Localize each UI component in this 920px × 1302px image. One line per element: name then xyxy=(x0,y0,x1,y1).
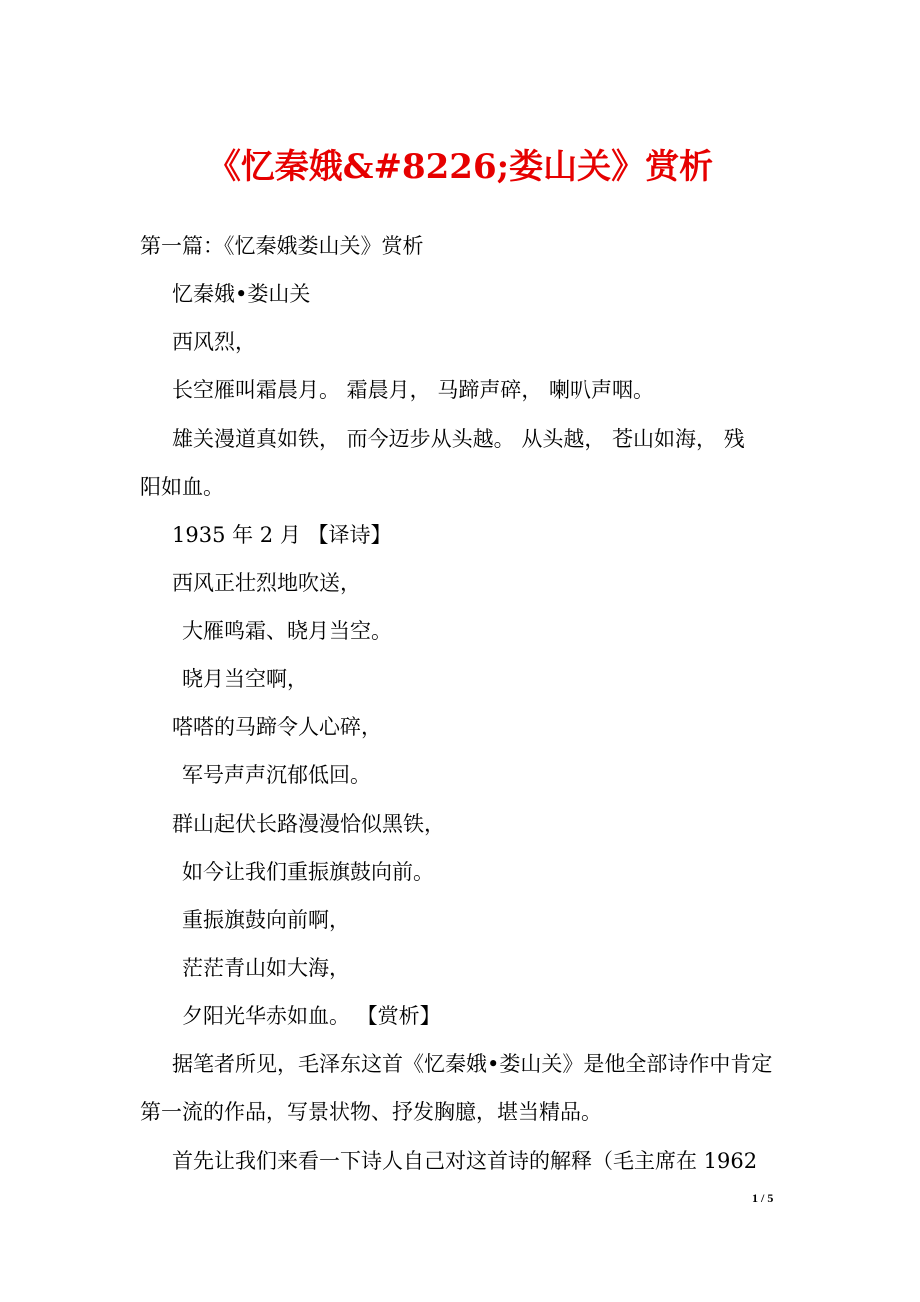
translation-line: 茫茫青山如大海， xyxy=(182,956,350,980)
date-and-label: 1935 年 2 月 【译诗】 xyxy=(172,523,392,547)
analysis-paragraph-line: 据笔者所见，毛泽东这首《忆秦娥•娄山关》是他全部诗作中肯定 xyxy=(172,1052,773,1076)
translation-line: 晓月当空啊， xyxy=(182,667,308,691)
poem-line: 雄关漫道真如铁， 而今迈步从头越。 从头越， 苍山如海， 残 xyxy=(172,427,745,451)
analysis-paragraph-line: 第一流的作品，写景状物、抒发胸臆，堪当精品。 xyxy=(140,1100,602,1124)
poem-line: 长空雁叫霜晨月。 霜晨月， 马蹄声碎， 喇叭声咽。 xyxy=(172,378,655,402)
poem-line: 阳如血。 xyxy=(140,475,224,499)
page-indicator: 1 / 5 xyxy=(752,1191,774,1205)
analysis-paragraph-line: 首先让我们来看一下诗人自己对这首诗的解释（毛主席在 1962 xyxy=(172,1149,758,1173)
poem-line: 西风烈， xyxy=(172,330,256,354)
translation-line: 如今让我们重振旗鼓向前。 xyxy=(182,860,434,884)
translation-line: 军号声声沉郁低回。 xyxy=(182,763,371,787)
translation-line: 大雁鸣霜、晓月当空。 xyxy=(182,619,392,643)
document-title: 《忆秦娥&#8226;娄山关》赏析 xyxy=(206,147,714,187)
translation-line: 西风正壮烈地吹送， xyxy=(172,571,361,595)
translation-line: 夕阳光华赤如血。 【赏析】 xyxy=(182,1004,441,1028)
poem-title: 忆秦娥•娄山关 xyxy=(172,282,311,306)
section-heading: 第一篇：《忆秦娥娄山关》赏析 xyxy=(140,234,424,258)
translation-line: 嗒嗒的马蹄令人心碎， xyxy=(172,715,382,739)
translation-line: 重振旗鼓向前啊， xyxy=(182,908,350,932)
translation-line: 群山起伏长路漫漫恰似黑铁， xyxy=(172,812,445,836)
